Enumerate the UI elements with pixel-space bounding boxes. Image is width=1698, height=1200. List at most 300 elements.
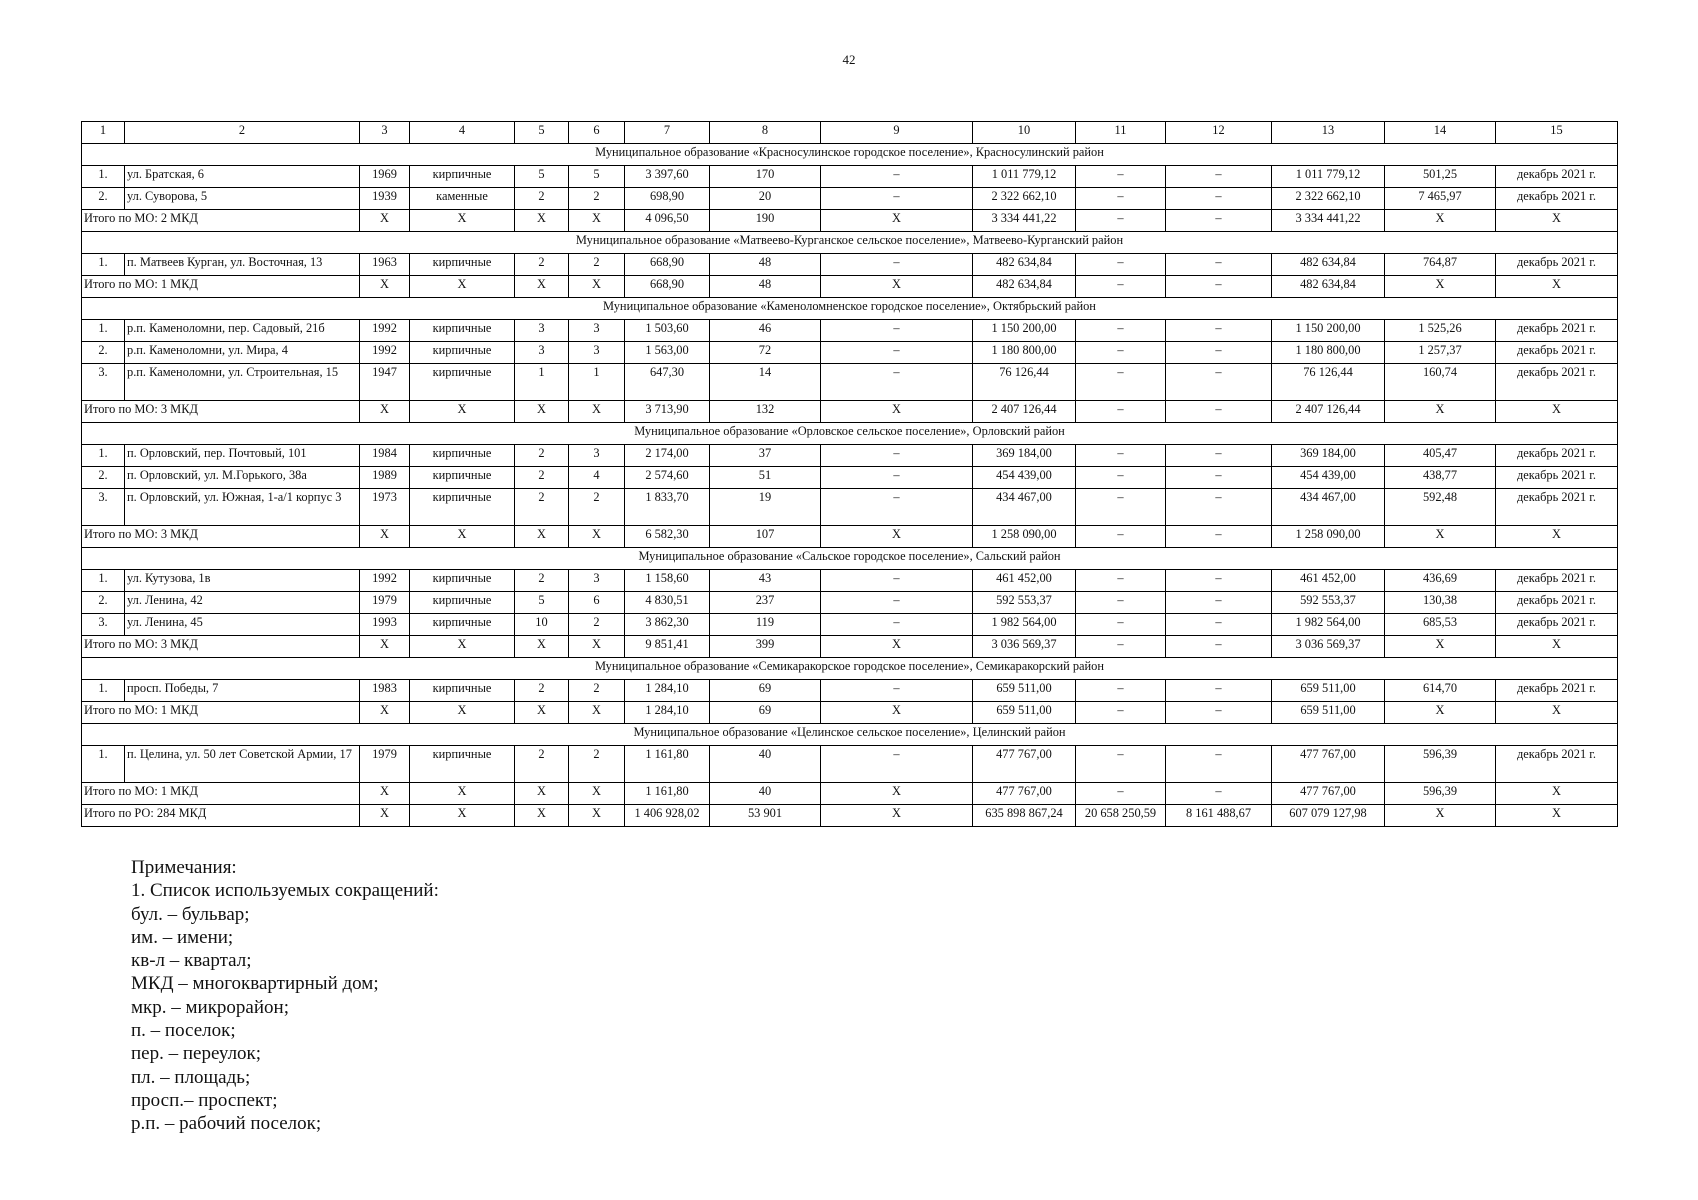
table-cell: –	[821, 489, 973, 526]
note-line: бул. – бульвар;	[131, 903, 250, 925]
building-row	[82, 746, 1618, 783]
table-cell: 685,53	[1385, 614, 1496, 636]
table-cell: 1 180 800,00	[973, 342, 1076, 364]
table-cell: 20	[710, 188, 821, 210]
column-number-cell: 8	[710, 122, 821, 144]
table-cell: 3	[569, 342, 625, 364]
table-cell: 2.	[82, 342, 125, 364]
table-cell: 659 511,00	[1272, 680, 1385, 702]
table-cell: 482 634,84	[1272, 276, 1385, 298]
table-cell: 190	[710, 210, 821, 232]
column-number-cell: 10	[973, 122, 1076, 144]
total-label-cell: Итого по МО: 3 МКД	[82, 636, 360, 658]
table-cell: 434 467,00	[1272, 489, 1385, 526]
table-cell: X	[515, 783, 569, 805]
table-cell: 1989	[360, 467, 410, 489]
note-line: им. – имени;	[131, 926, 234, 948]
table-cell: –	[1076, 680, 1166, 702]
address-cell: ул. Суворова, 5	[125, 188, 360, 210]
table-cell: кирпичные	[410, 364, 515, 401]
table-cell: X	[1496, 702, 1618, 724]
table-cell: –	[1076, 342, 1166, 364]
table-cell: 20 658 250,59	[1076, 805, 1166, 827]
table-cell: X	[821, 702, 973, 724]
table-cell: 48	[710, 254, 821, 276]
table-cell: 69	[710, 680, 821, 702]
table-cell: 1 982 564,00	[1272, 614, 1385, 636]
table-cell: –	[1166, 166, 1272, 188]
municipality-title: Муниципальное образование «Орловское сельское поселение», Орловский район	[82, 423, 1618, 445]
table-cell: 2 174,00	[625, 445, 710, 467]
total-row	[82, 210, 1618, 232]
table-cell: декабрь 2021 г.	[1496, 342, 1618, 364]
table-cell: 1	[515, 364, 569, 401]
table-cell: 2	[569, 254, 625, 276]
column-number-cell: 1	[82, 122, 125, 144]
table-cell: 2	[569, 614, 625, 636]
table-cell: X	[360, 783, 410, 805]
table-cell: 659 511,00	[1272, 702, 1385, 724]
table-cell: декабрь 2021 г.	[1496, 188, 1618, 210]
table-cell: X	[821, 783, 973, 805]
municipality-section-row	[82, 232, 1618, 254]
building-row	[82, 570, 1618, 592]
table-cell: 635 898 867,24	[973, 805, 1076, 827]
table-cell: декабрь 2021 г.	[1496, 320, 1618, 342]
table-cell: 596,39	[1385, 783, 1496, 805]
building-row	[82, 320, 1618, 342]
building-row	[82, 489, 1618, 526]
table-cell: 237	[710, 592, 821, 614]
table-cell: 3.	[82, 489, 125, 526]
table-cell: X	[360, 210, 410, 232]
building-row	[82, 592, 1618, 614]
table-cell: X	[1385, 210, 1496, 232]
table-cell: 405,47	[1385, 445, 1496, 467]
table-cell: –	[821, 254, 973, 276]
table-cell: 43	[710, 570, 821, 592]
table-cell: кирпичные	[410, 570, 515, 592]
table-cell: X	[821, 526, 973, 548]
column-number-cell: 4	[410, 122, 515, 144]
table-cell: кирпичные	[410, 592, 515, 614]
table-cell: X	[569, 636, 625, 658]
table-cell: 119	[710, 614, 821, 636]
table-cell: 1.	[82, 254, 125, 276]
table-cell: X	[360, 526, 410, 548]
table-cell: X	[1496, 526, 1618, 548]
table-cell: 2	[515, 680, 569, 702]
table-cell: X	[1496, 210, 1618, 232]
address-cell: п. Орловский, ул. М.Горького, 38а	[125, 467, 360, 489]
building-row	[82, 166, 1618, 188]
table-cell: 2 322 662,10	[1272, 188, 1385, 210]
table-cell: X	[569, 401, 625, 423]
table-cell: –	[1166, 489, 1272, 526]
address-cell: просп. Победы, 7	[125, 680, 360, 702]
table-cell: 1992	[360, 320, 410, 342]
table-cell: кирпичные	[410, 614, 515, 636]
table-cell: 1 406 928,02	[625, 805, 710, 827]
total-label-cell: Итого по РО: 284 МКД	[82, 805, 360, 827]
table-cell: –	[1166, 401, 1272, 423]
table-cell: кирпичные	[410, 254, 515, 276]
table-cell: X	[569, 210, 625, 232]
table-cell: X	[360, 276, 410, 298]
table-cell: X	[410, 783, 515, 805]
building-row	[82, 364, 1618, 401]
table-cell: –	[1166, 570, 1272, 592]
table-cell: 2	[515, 254, 569, 276]
municipality-section-row	[82, 423, 1618, 445]
table-cell: декабрь 2021 г.	[1496, 680, 1618, 702]
table-cell: X	[515, 636, 569, 658]
table-cell: –	[1076, 210, 1166, 232]
table-cell: декабрь 2021 г.	[1496, 592, 1618, 614]
table-cell: –	[1166, 254, 1272, 276]
note-line: просп.– проспект;	[131, 1089, 278, 1111]
table-cell: X	[410, 805, 515, 827]
table-cell: 461 452,00	[1272, 570, 1385, 592]
table-cell: 10	[515, 614, 569, 636]
table-cell: –	[1166, 702, 1272, 724]
table-cell: 434 467,00	[973, 489, 1076, 526]
table-cell: X	[569, 702, 625, 724]
table-cell: X	[1496, 783, 1618, 805]
table-cell: –	[1166, 342, 1272, 364]
column-number-cell: 13	[1272, 122, 1385, 144]
table-cell: –	[821, 746, 973, 783]
table-cell: кирпичные	[410, 680, 515, 702]
table-cell: 369 184,00	[973, 445, 1076, 467]
table-cell: X	[569, 805, 625, 827]
table-cell: 482 634,84	[1272, 254, 1385, 276]
table-cell: 19	[710, 489, 821, 526]
address-cell: ул. Ленина, 45	[125, 614, 360, 636]
table-cell: –	[1166, 467, 1272, 489]
table-cell: 4 830,51	[625, 592, 710, 614]
table-cell: –	[1076, 166, 1166, 188]
table-cell: 659 511,00	[973, 680, 1076, 702]
table-cell: 3 334 441,22	[973, 210, 1076, 232]
table-cell: 3	[569, 320, 625, 342]
table-cell: каменные	[410, 188, 515, 210]
table-cell: декабрь 2021 г.	[1496, 489, 1618, 526]
table-cell: X	[569, 783, 625, 805]
table-cell: 6 582,30	[625, 526, 710, 548]
table-cell: 607 079 127,98	[1272, 805, 1385, 827]
table-cell: –	[1076, 702, 1166, 724]
column-number-cell: 11	[1076, 122, 1166, 144]
table-cell: –	[1076, 783, 1166, 805]
table-cell: –	[1166, 445, 1272, 467]
total-row	[82, 526, 1618, 548]
table-cell: 1979	[360, 746, 410, 783]
table-cell: 3	[569, 570, 625, 592]
table-cell: 1984	[360, 445, 410, 467]
note-line: пер. – переулок;	[131, 1043, 262, 1065]
table-cell: 1947	[360, 364, 410, 401]
table-cell: 2	[515, 746, 569, 783]
table-cell: X	[410, 702, 515, 724]
table-cell: 3.	[82, 614, 125, 636]
table-cell: X	[1385, 276, 1496, 298]
municipality-title: Муниципальное образование «Матвеево-Курганское сельское поселение», Матвеево-Курганский район	[82, 232, 1618, 254]
table-cell: –	[1076, 467, 1166, 489]
column-number-cell: 14	[1385, 122, 1496, 144]
table-cell: 3 036 569,37	[1272, 636, 1385, 658]
table-cell: 1973	[360, 489, 410, 526]
table-cell: X	[1385, 526, 1496, 548]
table-cell: 3	[515, 320, 569, 342]
table-cell: –	[1076, 592, 1166, 614]
table-cell: 1 258 090,00	[973, 526, 1076, 548]
table-cell: –	[1076, 188, 1166, 210]
table-cell: –	[1076, 320, 1166, 342]
table-cell: 482 634,84	[973, 276, 1076, 298]
table-cell: X	[1496, 636, 1618, 658]
table-cell: 477 767,00	[973, 746, 1076, 783]
table-cell: –	[1166, 680, 1272, 702]
table-cell: 1963	[360, 254, 410, 276]
table-cell: 1 833,70	[625, 489, 710, 526]
table-cell: X	[821, 805, 973, 827]
table-cell: 76 126,44	[973, 364, 1076, 401]
table-cell: –	[1076, 254, 1166, 276]
table-cell: 1 011 779,12	[1272, 166, 1385, 188]
address-cell: п. Матвеев Курган, ул. Восточная, 13	[125, 254, 360, 276]
table-cell: 1979	[360, 592, 410, 614]
column-number-row	[82, 122, 1618, 144]
municipality-section-row	[82, 298, 1618, 320]
building-row	[82, 680, 1618, 702]
page-number: 42	[842, 52, 856, 67]
table-cell: 72	[710, 342, 821, 364]
table-cell: –	[1166, 188, 1272, 210]
table-cell: 1983	[360, 680, 410, 702]
municipality-title: Муниципальное образование «Сальское городское поселение», Сальский район	[82, 548, 1618, 570]
table-cell: 2.	[82, 467, 125, 489]
table-cell: 698,90	[625, 188, 710, 210]
municipality-title: Муниципальное образование «Целинское сельское поселение», Целинский район	[82, 724, 1618, 746]
municipality-section-row	[82, 548, 1618, 570]
total-row	[82, 805, 1618, 827]
table-cell: –	[1166, 746, 1272, 783]
table-cell: –	[1166, 636, 1272, 658]
table-cell: 1 982 564,00	[973, 614, 1076, 636]
table-cell: X	[515, 702, 569, 724]
table-cell: –	[1076, 570, 1166, 592]
table-cell: 2 407 126,44	[1272, 401, 1385, 423]
table-cell: 2	[515, 467, 569, 489]
municipality-title: Муниципальное образование «Красносулинское городское поселение», Красносулинский район	[82, 144, 1618, 166]
table-cell: декабрь 2021 г.	[1496, 364, 1618, 401]
table-cell: X	[515, 805, 569, 827]
table-cell: –	[1076, 614, 1166, 636]
table-cell: 1939	[360, 188, 410, 210]
table-cell: X	[821, 401, 973, 423]
note-line: 1. Список используемых сокращений:	[131, 880, 439, 902]
table-cell: 2	[515, 445, 569, 467]
table-cell: X	[410, 526, 515, 548]
table-cell: 2	[569, 746, 625, 783]
table-cell: 1 150 200,00	[973, 320, 1076, 342]
address-cell: п. Орловский, ул. Южная, 1-а/1 корпус 3	[125, 489, 360, 526]
table-cell: кирпичные	[410, 489, 515, 526]
municipality-section-row	[82, 144, 1618, 166]
column-number-cell: 6	[569, 122, 625, 144]
table-cell: 1 284,10	[625, 702, 710, 724]
table-cell: 659 511,00	[973, 702, 1076, 724]
table-cell: 614,70	[1385, 680, 1496, 702]
table-cell: 132	[710, 401, 821, 423]
municipality-title: Муниципальное образование «Семикаракорское городское поселение», Семикаракорский район	[82, 658, 1618, 680]
table-cell: 1 503,60	[625, 320, 710, 342]
table-cell: –	[1076, 445, 1166, 467]
table-cell: –	[821, 680, 973, 702]
table-cell: кирпичные	[410, 320, 515, 342]
table-cell: –	[821, 570, 973, 592]
table-cell: 1 180 800,00	[1272, 342, 1385, 364]
table-cell: 461 452,00	[973, 570, 1076, 592]
municipality-section-row	[82, 658, 1618, 680]
table-cell: X	[360, 702, 410, 724]
table-cell: 2	[569, 188, 625, 210]
table-cell: 2	[569, 489, 625, 526]
table-cell: 3 036 569,37	[973, 636, 1076, 658]
table-cell: –	[1166, 592, 1272, 614]
table-cell: 1 258 090,00	[1272, 526, 1385, 548]
table-cell: 46	[710, 320, 821, 342]
table-cell: 477 767,00	[973, 783, 1076, 805]
building-row	[82, 467, 1618, 489]
total-label-cell: Итого по МО: 2 МКД	[82, 210, 360, 232]
table-cell: 48	[710, 276, 821, 298]
table-cell: 9 851,41	[625, 636, 710, 658]
column-number-cell: 5	[515, 122, 569, 144]
table-cell: 1 158,60	[625, 570, 710, 592]
column-number-cell: 9	[821, 122, 973, 144]
table-cell: 1 257,37	[1385, 342, 1496, 364]
housing-registry-table	[81, 121, 1618, 827]
municipality-title: Муниципальное образование «Каменоломненское городское поселение», Октябрьский район	[82, 298, 1618, 320]
table-cell: кирпичные	[410, 445, 515, 467]
building-row	[82, 254, 1618, 276]
table-cell: 69	[710, 702, 821, 724]
table-cell: 1 284,10	[625, 680, 710, 702]
table-cell: 1 161,80	[625, 746, 710, 783]
table-cell: 3 713,90	[625, 401, 710, 423]
table-cell: X	[569, 526, 625, 548]
table-cell: 2	[515, 570, 569, 592]
table-cell: 2.	[82, 592, 125, 614]
note-line: МКД – многоквартирный дом;	[131, 973, 379, 995]
building-row	[82, 342, 1618, 364]
table-cell: –	[1166, 210, 1272, 232]
table-cell: 76 126,44	[1272, 364, 1385, 401]
table-cell: 160,74	[1385, 364, 1496, 401]
table-cell: X	[515, 401, 569, 423]
table-cell: 1992	[360, 570, 410, 592]
table-cell: X	[410, 401, 515, 423]
table-cell: –	[821, 342, 973, 364]
table-cell: 170	[710, 166, 821, 188]
table-cell: 1 011 779,12	[973, 166, 1076, 188]
table-cell: –	[821, 188, 973, 210]
note-line: р.п. – рабочий поселок;	[131, 1113, 322, 1135]
table-cell: 6	[569, 592, 625, 614]
table-cell: декабрь 2021 г.	[1496, 254, 1618, 276]
address-cell: ул. Кутузова, 1в	[125, 570, 360, 592]
table-cell: 4	[569, 467, 625, 489]
table-cell: 3	[515, 342, 569, 364]
column-number-cell: 7	[625, 122, 710, 144]
table-cell: X	[569, 276, 625, 298]
address-cell: п. Целина, ул. 50 лет Советской Армии, 17	[125, 746, 360, 783]
table-cell: –	[821, 467, 973, 489]
table-cell: 477 767,00	[1272, 783, 1385, 805]
table-cell: 1993	[360, 614, 410, 636]
table-cell: –	[1166, 526, 1272, 548]
table-cell: 592 553,37	[1272, 592, 1385, 614]
table-cell: 3	[569, 445, 625, 467]
table-cell: X	[1385, 702, 1496, 724]
table-cell: 1.	[82, 680, 125, 702]
total-label-cell: Итого по МО: 3 МКД	[82, 526, 360, 548]
building-row	[82, 188, 1618, 210]
table-cell: –	[1166, 276, 1272, 298]
table-cell: 482 634,84	[973, 254, 1076, 276]
table-cell: 2 407 126,44	[973, 401, 1076, 423]
building-row	[82, 445, 1618, 467]
table-cell: –	[1076, 746, 1166, 783]
table-cell: 51	[710, 467, 821, 489]
table-cell: X	[515, 276, 569, 298]
table-cell: 399	[710, 636, 821, 658]
note-line: пл. – площадь;	[131, 1066, 251, 1088]
table-cell: X	[360, 401, 410, 423]
table-cell: 1.	[82, 445, 125, 467]
total-row	[82, 702, 1618, 724]
address-cell: р.п. Каменоломни, ул. Строительная, 15	[125, 364, 360, 401]
table-cell: X	[515, 210, 569, 232]
table-cell: 438,77	[1385, 467, 1496, 489]
address-cell: ул. Ленина, 42	[125, 592, 360, 614]
table-cell: X	[360, 636, 410, 658]
table-cell: 501,25	[1385, 166, 1496, 188]
table-cell: –	[1076, 636, 1166, 658]
table-cell: 4 096,50	[625, 210, 710, 232]
table-cell: –	[821, 445, 973, 467]
table-cell: 40	[710, 746, 821, 783]
table-cell: X	[821, 276, 973, 298]
table-cell: 1 525,26	[1385, 320, 1496, 342]
table-cell: 1.	[82, 166, 125, 188]
address-cell: р.п. Каменоломни, ул. Мира, 4	[125, 342, 360, 364]
table-cell: 53 901	[710, 805, 821, 827]
table-cell: 1.	[82, 570, 125, 592]
table-cell: 2.	[82, 188, 125, 210]
table-cell: X	[1385, 401, 1496, 423]
table-cell: X	[1385, 805, 1496, 827]
table-cell: 436,69	[1385, 570, 1496, 592]
note-line: кв-л – квартал;	[131, 950, 252, 972]
table-cell: 37	[710, 445, 821, 467]
notes-block	[131, 856, 439, 1136]
table-cell: декабрь 2021 г.	[1496, 570, 1618, 592]
table-cell: 647,30	[625, 364, 710, 401]
table-cell: 2	[515, 489, 569, 526]
